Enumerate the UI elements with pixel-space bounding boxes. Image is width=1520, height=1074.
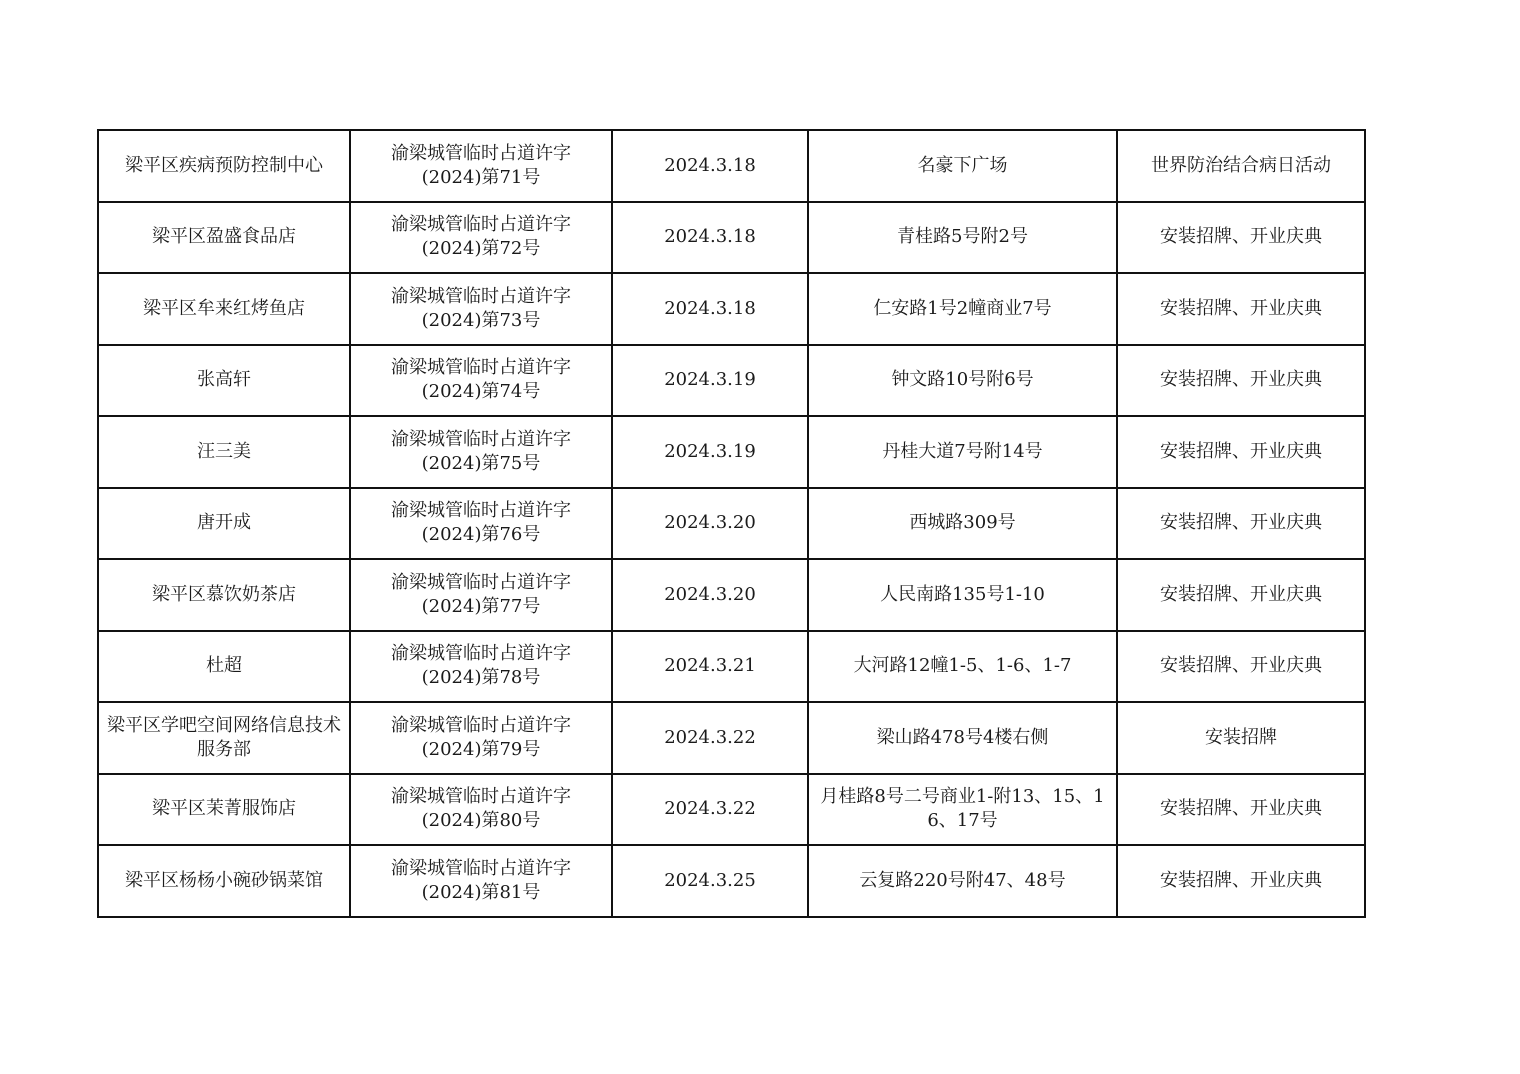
applicant-cell: 梁平区疾病预防控制中心 <box>98 130 350 202</box>
permit-table-body <box>98 130 1365 917</box>
purpose-cell: 安装招牌、开业庆典 <box>1117 202 1365 274</box>
permit-prefix: 渝梁城管临时占道许字 <box>391 357 571 379</box>
purpose-cell: 安装招牌、开业庆典 <box>1117 559 1365 631</box>
applicant-cell: 张高轩 <box>98 345 350 417</box>
location-cell: 西城路309号 <box>808 488 1117 560</box>
purpose-cell: 安装招牌、开业庆典 <box>1117 345 1365 417</box>
purpose-cell: 安装招牌、开业庆典 <box>1117 273 1365 345</box>
table-row <box>98 273 1365 345</box>
permit-serial: (2024)第78号 <box>421 667 541 689</box>
table-row <box>98 416 1365 488</box>
purpose-cell: 安装招牌、开业庆典 <box>1117 845 1365 917</box>
purpose-cell: 安装招牌 <box>1117 702 1365 774</box>
permit-prefix: 渝梁城管临时占道许字 <box>391 214 571 236</box>
table-row <box>98 702 1365 774</box>
permit-serial: (2024)第73号 <box>421 309 541 331</box>
date-cell: 2024.3.18 <box>612 273 808 345</box>
date-cell: 2024.3.19 <box>612 345 808 417</box>
table-row <box>98 345 1365 417</box>
permit-prefix: 渝梁城管临时占道许字 <box>391 786 571 808</box>
applicant-cell: 梁平区牟来红烤鱼店 <box>98 273 350 345</box>
permit-number-cell <box>350 416 612 488</box>
permit-number-cell <box>350 845 612 917</box>
permit-serial: (2024)第76号 <box>421 524 541 546</box>
permit-serial: (2024)第77号 <box>421 595 541 617</box>
applicant-cell: 梁平区盈盛食品店 <box>98 202 350 274</box>
location-cell: 青桂路5号附2号 <box>808 202 1117 274</box>
location-cell: 钟文路10号附6号 <box>808 345 1117 417</box>
purpose-cell: 安装招牌、开业庆典 <box>1117 488 1365 560</box>
permit-prefix: 渝梁城管临时占道许字 <box>391 500 571 522</box>
permit-prefix: 渝梁城管临时占道许字 <box>391 428 571 450</box>
permit-number-cell <box>350 702 612 774</box>
table-row <box>98 202 1365 274</box>
table-row <box>98 559 1365 631</box>
permit-serial: (2024)第75号 <box>421 452 541 474</box>
location-cell: 丹桂大道7号附14号 <box>808 416 1117 488</box>
permit-prefix: 渝梁城管临时占道许字 <box>391 643 571 665</box>
table-row <box>98 130 1365 202</box>
permit-prefix: 渝梁城管临时占道许字 <box>391 714 571 736</box>
applicant-cell: 梁平区茉菁服饰店 <box>98 774 350 846</box>
applicant-cell: 梁平区慕饮奶茶店 <box>98 559 350 631</box>
applicant-cell: 梁平区学吧空间网络信息技术服务部 <box>98 702 350 774</box>
purpose-cell: 安装招牌、开业庆典 <box>1117 774 1365 846</box>
date-cell: 2024.3.20 <box>612 488 808 560</box>
permit-number-cell <box>350 488 612 560</box>
location-cell: 梁山路478号4楼右侧 <box>808 702 1117 774</box>
date-cell: 2024.3.22 <box>612 702 808 774</box>
permit-number-cell <box>350 774 612 846</box>
permit-number-cell <box>350 345 612 417</box>
permit-serial: (2024)第81号 <box>421 881 541 903</box>
permit-number-cell <box>350 631 612 703</box>
permit-serial: (2024)第72号 <box>421 238 541 260</box>
permit-serial: (2024)第74号 <box>421 381 541 403</box>
permit-serial: (2024)第80号 <box>421 810 541 832</box>
applicant-cell: 梁平区杨杨小碗砂锅菜馆 <box>98 845 350 917</box>
applicant-cell: 汪三美 <box>98 416 350 488</box>
table-row <box>98 488 1365 560</box>
applicant-cell: 杜超 <box>98 631 350 703</box>
permit-number-cell <box>350 130 612 202</box>
permit-table <box>97 129 1366 918</box>
date-cell: 2024.3.19 <box>612 416 808 488</box>
permit-prefix: 渝梁城管临时占道许字 <box>391 285 571 307</box>
location-cell: 云复路220号附47、48号 <box>808 845 1117 917</box>
date-cell: 2024.3.25 <box>612 845 808 917</box>
location-cell: 名豪下广场 <box>808 130 1117 202</box>
purpose-cell: 安装招牌、开业庆典 <box>1117 416 1365 488</box>
date-cell: 2024.3.20 <box>612 559 808 631</box>
permit-number-cell <box>350 273 612 345</box>
location-cell: 月桂路8号二号商业1-附13、15、16、17号 <box>808 774 1117 846</box>
date-cell: 2024.3.18 <box>612 130 808 202</box>
permit-number-cell <box>350 202 612 274</box>
table-row <box>98 845 1365 917</box>
permit-serial: (2024)第71号 <box>421 166 541 188</box>
applicant-cell: 唐开成 <box>98 488 350 560</box>
purpose-cell: 安装招牌、开业庆典 <box>1117 631 1365 703</box>
permit-number-cell <box>350 559 612 631</box>
table-row <box>98 631 1365 703</box>
date-cell: 2024.3.18 <box>612 202 808 274</box>
location-cell: 人民南路135号1-10 <box>808 559 1117 631</box>
date-cell: 2024.3.22 <box>612 774 808 846</box>
purpose-cell: 世界防治结合病日活动 <box>1117 130 1365 202</box>
table-row <box>98 774 1365 846</box>
date-cell: 2024.3.21 <box>612 631 808 703</box>
permit-serial: (2024)第79号 <box>421 738 541 760</box>
location-cell: 大河路12幢1-5、1-6、1-7 <box>808 631 1117 703</box>
location-cell: 仁安路1号2幢商业7号 <box>808 273 1117 345</box>
permit-prefix: 渝梁城管临时占道许字 <box>391 857 571 879</box>
permit-prefix: 渝梁城管临时占道许字 <box>391 571 571 593</box>
permit-prefix: 渝梁城管临时占道许字 <box>391 142 571 164</box>
